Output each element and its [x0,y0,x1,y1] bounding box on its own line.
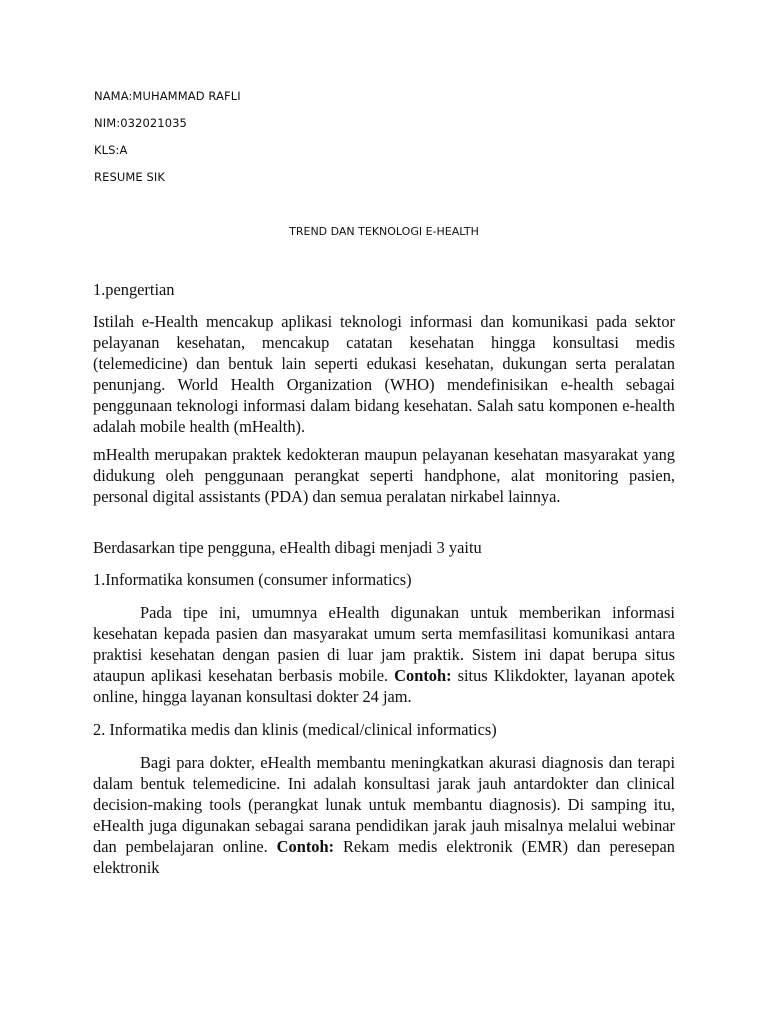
paragraph-consumer-informatics [93,602,675,707]
document-type: RESUME SIK [94,170,166,184]
paragraph-text: Bagi para dokter, eHealth membantu meningkatkan akurasi diagnosis dan terapi dalam bentuk telemedicine. Ini adalah konsultasi jarak jauh antardokter dan clinical decision-making tools (perangkat lunak untuk membantu diagnosis). Di samping itu, eHealth juga digunakan sebagai sarana pendidikan jarak jauh misalnya melalui webinar dan pembelajaran online. [93,753,675,856]
subheading-medical-informatics: 2. Informatika medis dan klinis (medical/clinical informatics) [93,720,497,739]
section-heading-pengertian: 1.pengertian [93,280,175,299]
student-name: NAMA:MUHAMMAD RAFLI [94,89,241,103]
paragraph-berdasarkan: Berdasarkan tipe pengguna, eHealth dibagi menjadi 3 yaitu [93,538,482,557]
example-label: Contoh: [276,837,335,856]
paragraph-medical-informatics [93,752,675,878]
student-nim: NIM:032021035 [94,116,187,130]
example-text: situs Klikdokter, layanan apotek online, hingga layanan konsultasi dokter 24 jam. [93,666,675,706]
student-class: KLS:A [94,143,128,157]
document-body [93,279,675,878]
subheading-consumer-informatics: 1.Informatika konsumen (consumer informatics) [93,570,412,589]
example-text: Rekam medis elektronik (EMR) dan peresepan elektronik [93,837,675,877]
example-label: Contoh: [394,666,452,685]
paragraph-text: Pada tipe ini, umumnya eHealth digunakan untuk memberikan informasi kesehatan kepada pasien dan masyarakat umum serta memfasilitasi komunikasi antara praktisi kesehatan dengan pasien di luar jam praktik. Sistem ini dapat berupa situs ataupun aplikasi kesehatan berbasis mobile. [93,603,675,685]
document-title: TREND DAN TEKNOLOGI E-HEALTH [289,225,479,238]
paragraph-mhealth: mHealth merupakan praktek kedokteran maupun pelayanan kesehatan masyarakat yang didukung oleh penggunaan perangkat seperti handphone, alat monitoring pasien, personal digital assistants (PDA) dan semua peralatan nirkabel lainnya. [93,445,675,506]
paragraph-istilah: Istilah e-Health mencakup aplikasi teknologi informasi dan komunikasi pada sektor pelayanan kesehatan, mencakup catatan kesehatan hingga konsultasi medis (telemedicine) dan bentuk lain seperti edukasi kesehatan, dukungan serta peralatan penunjang. World Health Organization (WHO) mendefinisikan e-health sebagai penggunaan teknologi informasi dalam bidang kesehatan. Salah satu komponen e-health adalah mobile health (mHealth). [93,312,675,436]
